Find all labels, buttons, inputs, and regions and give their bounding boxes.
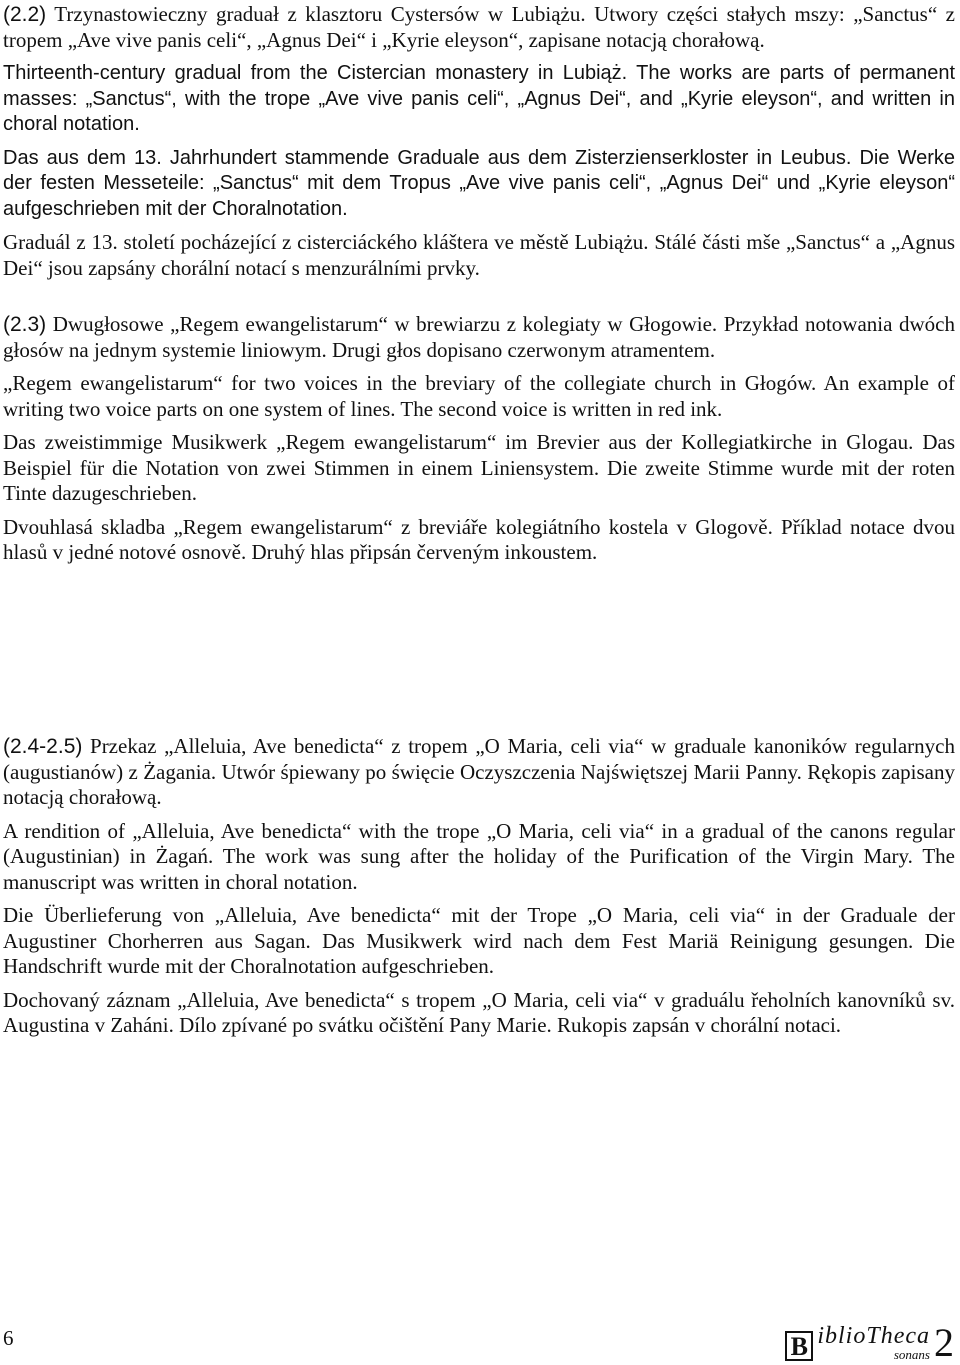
- caption-polish-text: Trzynastowieczny graduał z klasztoru Cystersów w Lubiążu. Utwory części stałych mszy: „Sanctus“ z tropem „Ave vive panis celi“, „Agnus Dei“ i „Kyrie eleyson“, zapisane notacją chorałową.: [3, 2, 955, 52]
- caption-czech: Graduál z 13. století pocházející z cisterciáckého kláštera ve městě Lubiążu. Stálé části mše „Sanctus“ a „Agnus Dei“ jsou zapsány chorální notací s menzurálními prvky.: [3, 230, 955, 280]
- figure-number: (2.2): [3, 3, 47, 26]
- caption-polish-text: Przekaz „Alleluia, Ave benedicta“ z tropem „O Maria, celi via“ w graduale kanoników regularnych (augustianów) z Żagania. Utwór śpiewany po święcie Oczyszczenia Najświętszej Marii Panny. Rękopis zapisany notacją chorałową.: [3, 734, 955, 809]
- caption-czech: Dochovaný záznam „Alleluia, Ave benedicta“ s tropem „O Maria, celi via“ v graduálu řeholních kanovníků sv. Augustina v Zaháni. Dílo zpívané po svátku očištění Pany Marie. Rukopis zapsán v chorální notaci.: [3, 987, 955, 1037]
- caption-polish: [3, 2, 955, 53]
- caption-german: Das aus dem 13. Jahrhundert stammende Graduale aus dem Zisterzienserkloster in Leubus. Die Werke der festen Messeteile: „Sanctus“ mit dem Tropus „Ave vive panis celi“, „Agnus Dei“ und „Kyrie eleyson“ aufgeschrieben mit der Choralnotation.: [3, 146, 955, 220]
- caption-czech: Dvouhlasá skladba „Regem ewangelistarum“ z breviáře kolegiátního kostela v Glogově. Příklad notace dvou hlasů v jedné notové osnově. Druhý hlas připsán červeným inkoustem.: [3, 514, 955, 564]
- bibliotheca-sonans-logo: [785, 1320, 954, 1365]
- caption-english: „Regem ewangelistarum“ for two voices in the breviary of the collegiate church in Głogów. An example of writing two voice parts on one system of lines. The second voice is written in red ink.: [3, 371, 955, 421]
- logo-initial: B: [785, 1331, 813, 1361]
- figure-number: (2.3): [3, 313, 47, 336]
- caption-polish: [3, 734, 955, 811]
- caption-section-2-2: [3, 2, 955, 289]
- logo-word: iblioTheca: [817, 1323, 930, 1349]
- caption-section-2-3: [3, 312, 955, 574]
- caption-german: Die Überlieferung von „Alleluia, Ave benedicta“ mit der Trope „O Maria, celi via“ in der Graduale der Augustiner Chorherren aus Sagan. Das Musikwerk wird nach dem Fest Mariä Reinigung gesungen. Die Handschrift wurde mit der Choralnotation aufgeschrieben.: [3, 903, 955, 978]
- logo-subtitle: sonans: [893, 1347, 930, 1362]
- caption-polish-text: Dwugłosowe „Regem ewangelistarum“ w brewiarzu z kolegiaty w Głogowie. Przykład notowania dwóch głosów na jednym systemie liniowym. Drugi głos dopisano czerwonym atramentem.: [3, 312, 955, 362]
- logo-volume-number: 2: [934, 1320, 954, 1365]
- caption-english: A rendition of „Alleluia, Ave benedicta“ with the trope „O Maria, celi via“ in a gradual of the canons regular (Augustinian) in Żagań. The work was sung after the holiday of the Purification of the Virgin Mary. The manuscript was written in choral notation.: [3, 818, 955, 894]
- logo-text: [817, 1324, 930, 1361]
- caption-section-2-4-2-5: [3, 734, 955, 1047]
- caption-english: Thirteenth-century gradual from the Cistercian monastery in Lubiąż. The works are parts of permanent masses: „Sanctus“, with the trope „Ave vive panis celi“, „Agnus Dei“, and „Kyrie eleyson“, and written in choral notation.: [3, 62, 955, 135]
- page-number: 6: [3, 1326, 14, 1350]
- caption-polish: [3, 312, 955, 363]
- caption-german: Das zweistimmige Musikwerk „Regem ewangelistarum“ im Brevier aus der Kollegiatkirche in Glogau. Das Beispiel für die Notation von zwei Stimmen in einem Liniensystem. Die zweite Stimme wurde mit der roten Tinte dazugeschrieben.: [3, 430, 955, 505]
- figure-number: (2.4-2.5): [3, 735, 83, 758]
